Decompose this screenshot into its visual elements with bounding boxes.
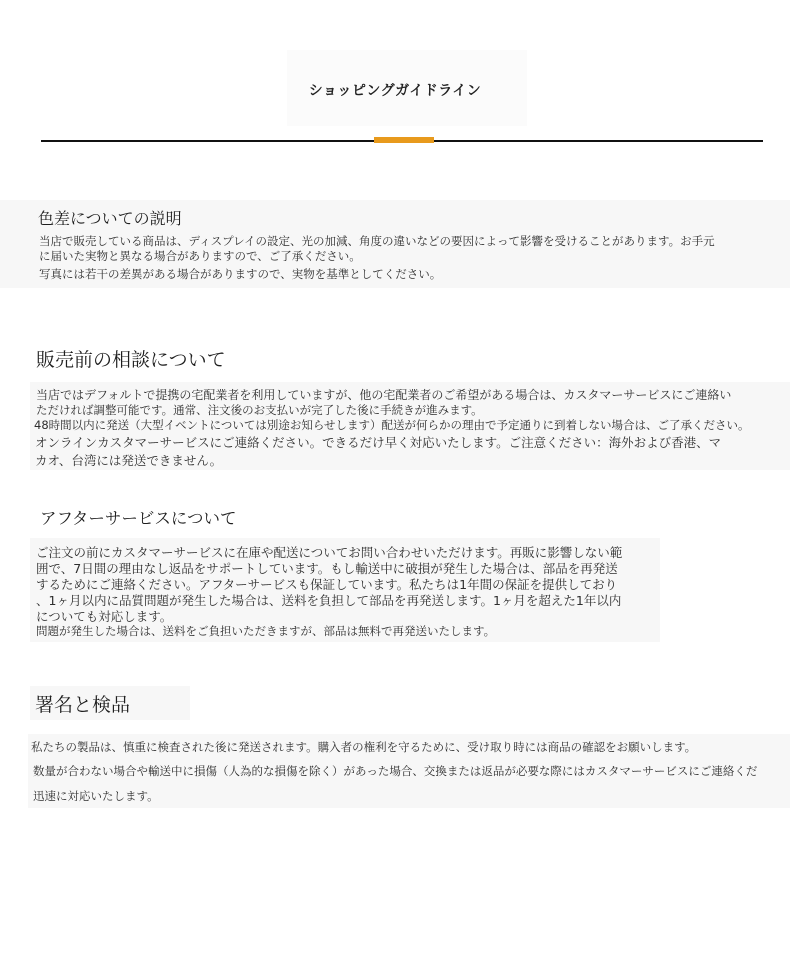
section-text-line: 私たちの製品は、慎重に検査された後に発送されます。購入者の権利を守るために、受け取り時には商品の確認をお願いします。 [31,740,697,754]
section-text-line: するためにご連絡ください。アフターサービスも保証しています。私たちは1年間の保証を提供しており [36,577,618,592]
title-divider-accent [374,137,434,143]
section-text-line: についても対応します。 [36,609,173,624]
section-text-line: 48時間以内に発送（大型イベントについては別途お知らせします）配送が何らかの理由で予定通りに到着しない場合は、ご了承ください。 [34,418,750,432]
section-text-line: ただければ調整可能です。通常、注文後のお支払いが完了した後に手続きが進みます。 [36,403,483,417]
section-heading-signature-inspection: 署名と検品 [35,694,131,716]
section-text-line: オンラインカスタマーサービスにご連絡ください。できるだけ早く対応いたします。ご注意ください：海外および香港、マ [35,435,722,450]
section-heading-after-service: アフターサービスについて [40,509,237,528]
section-text-line: 当店ではデフォルトで提携の宅配業者を利用していますが、他の宅配業者のご希望がある場合は、カスタマーサービスにご連絡い [36,388,732,402]
section-text-line: 数量が合わない場合や輸送中に損傷（人為的な損傷を除く）があった場合、交換または返品が必要な際にはカスタマーサービスにご連絡くだ [33,764,758,778]
section-text-line: ご注文の前にカスタマーサービスに在庫や配送についてお問い合わせいただけます。再販に影響しない範 [36,545,623,560]
section-text-line: 問題が発生した場合は、送料をご負担いただきますが、部品は無料で再発送いたします。 [36,624,496,638]
page-title: ショッピングガイドライン [308,83,482,99]
section-text-line: 、1ヶ月以内に品質問題が発生した場合は、送料を負担して部品を再発送します。1ヶ月を超えた1年以内 [36,593,622,608]
section-text-line: 当店で販売している商品は、ディスプレイの設定、光の加減、角度の違いなどの要因によって影響を受けることがあります。お手元 [39,234,715,248]
section-heading-color-difference: 色差についての説明 [38,209,182,228]
section-text-line: カオ、台湾には発送できません。 [35,453,223,468]
section-heading-pre-sale: 販売前の相談について [36,349,226,371]
section-text-line: 迅速に対応いたします。 [33,789,159,803]
section-text-line: 写真には若干の差異がある場合がありますので、実物を基準としてください。 [39,267,442,281]
section-text-line: に届いた実物と異なる場合がありますので、ご了承ください。 [39,249,361,263]
section-text-line: 囲で、7日間の理由なし返品をサポートしています。もし輸送中に破損が発生した場合は、部品を再発送 [36,561,618,576]
